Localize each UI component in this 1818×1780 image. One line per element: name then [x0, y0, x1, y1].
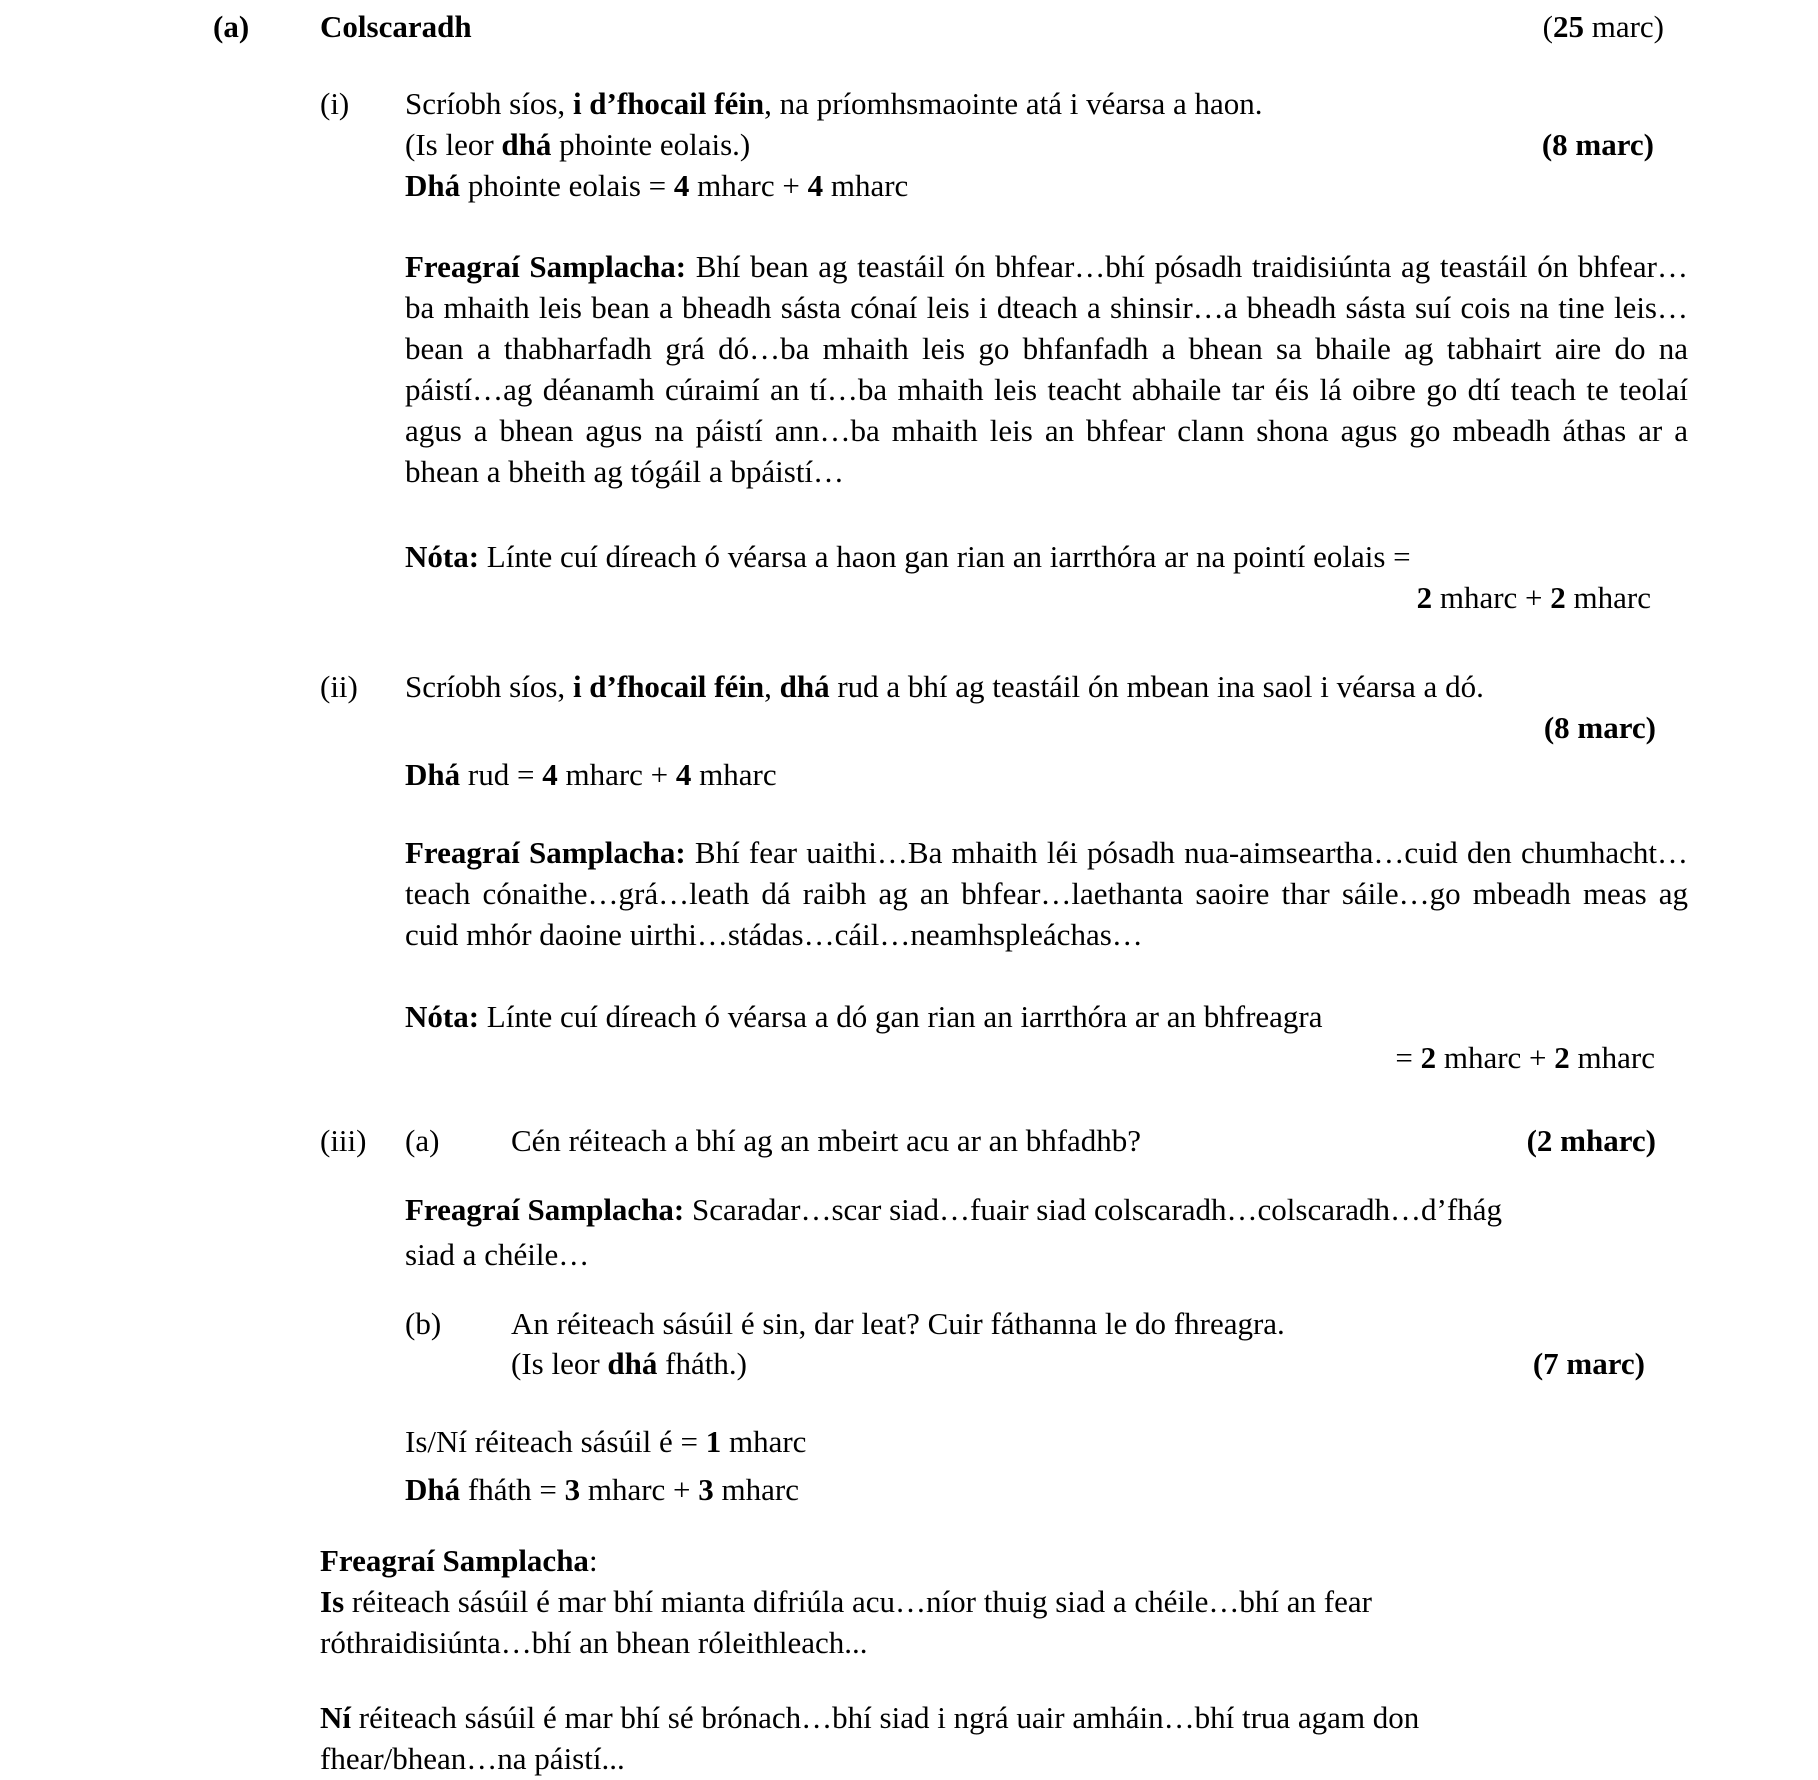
q3-label: (iii)	[320, 1123, 367, 1158]
q3-sample-heading	[320, 1540, 598, 1581]
q3b-marks: (7 marc)	[1532, 1346, 1645, 1381]
q1-note-marks	[1417, 577, 1651, 618]
q3a-sample-line2: siad a chéile…	[405, 1237, 590, 1272]
section-label: (a)	[213, 9, 250, 44]
q2-note-label: Nóta:	[405, 999, 480, 1034]
text-segment: mharc	[713, 1472, 799, 1507]
q1-note	[405, 536, 1411, 577]
section-marks	[1543, 6, 1664, 47]
q3a-sample-text: Scaradar…scar siad…fuair siad colscaradh…colscaradh…d’fhág	[684, 1192, 1502, 1227]
q1-question-line2	[405, 124, 750, 165]
q2-note-marks	[1395, 1037, 1655, 1078]
text-segment: fháth.)	[657, 1346, 747, 1381]
text-segment: 4	[675, 757, 692, 792]
text-segment: 1	[705, 1424, 722, 1459]
text-segment: mharc	[721, 1424, 807, 1459]
text-segment: dhá	[607, 1346, 658, 1381]
text-segment: 4	[807, 168, 824, 203]
q2-scoring	[405, 754, 777, 795]
q3-is-word: Is	[320, 1584, 345, 1619]
q2-label: (ii)	[320, 669, 358, 704]
q3-ni-answer-line2: fhear/bhean…na páistí...	[320, 1741, 625, 1776]
text-segment: (Is leor	[511, 1346, 608, 1381]
q3-ni-answer-line1	[320, 1697, 1419, 1738]
text-segment: mharc	[691, 757, 777, 792]
q1-question-line1	[405, 83, 1263, 124]
text-segment: mharc +	[689, 168, 808, 203]
q1-note-label: Nóta:	[405, 539, 480, 574]
q3a-marks: (2 mharc)	[1526, 1123, 1656, 1158]
text-segment: 2	[1420, 1040, 1437, 1075]
text-segment: mharc	[1569, 1040, 1655, 1075]
q3b-question-line2	[511, 1343, 747, 1384]
text-segment: Dhá	[405, 1472, 461, 1507]
q3a-label: (a)	[405, 1123, 440, 1158]
q3-is-text: réiteach sásúil é mar bhí mianta difriúla acu…níor thuig siad a chéile…bhí an fear	[344, 1584, 1372, 1619]
q3-is-answer-line1	[320, 1581, 1372, 1622]
text-segment: mharc +	[557, 757, 676, 792]
text-segment: 3	[564, 1472, 581, 1507]
text-segment: dhá	[501, 127, 552, 162]
text-segment: =	[1395, 1040, 1421, 1075]
text-segment: Dhá	[405, 757, 461, 792]
text-segment: rud a bhí ag teastáil ón mbean ina saol i véarsa a dó.	[829, 669, 1484, 704]
text-segment: i d’fhocail féin	[572, 669, 765, 704]
text-segment: Dhá	[405, 168, 461, 203]
q3b-label: (b)	[405, 1306, 442, 1341]
text-segment: Is/Ní réiteach sásúil é =	[405, 1424, 706, 1459]
q1-sample-answers	[405, 246, 1688, 492]
q2-sample-label: Freagraí Samplacha:	[405, 835, 686, 870]
q3a-sample-line1	[405, 1189, 1502, 1230]
text-segment: mharc	[823, 168, 909, 203]
q1-label: (i)	[320, 86, 350, 121]
q3-scoring-2	[405, 1469, 799, 1510]
text-segment: Scríobh síos,	[405, 86, 573, 121]
q3-scoring-1	[405, 1421, 806, 1462]
text-segment: dhá	[779, 669, 830, 704]
text-segment: mharc +	[580, 1472, 699, 1507]
q2-marks: (8 marc)	[1543, 710, 1656, 745]
q3-is-answer-line2: róthraidisiúnta…bhí an bhean róleithleach...	[320, 1625, 868, 1660]
q3-ni-text: réiteach sásúil é mar bhí sé brónach…bhí siad i ngrá uair amháin…bhí trua agam don	[351, 1700, 1420, 1735]
text-segment: mharc +	[1436, 1040, 1555, 1075]
text-segment: 2	[1550, 580, 1566, 615]
text-segment: ,	[764, 669, 780, 704]
q2-note	[405, 996, 1323, 1037]
q1-marks: (8 marc)	[1541, 127, 1654, 162]
q1-scoring	[405, 165, 908, 206]
text-segment: mharc +	[1432, 580, 1551, 615]
text-segment: i d’fhocail féin	[572, 86, 765, 121]
section-marks-open: (	[1542, 9, 1553, 44]
text-segment: 2	[1554, 1040, 1570, 1075]
q3a-question: Cén réiteach a bhí ag an mbeirt acu ar an bhfadhb?	[511, 1123, 1142, 1158]
q2-question-line1	[405, 666, 1484, 707]
text-segment: phointe eolais.)	[551, 127, 751, 162]
q1-sample-text: Bhí bean ag teastáil ón bhfear…bhí pósadh traidisiúnta ag teastáil ón bhfear…ba mhaith leis bean a bheadh sásta cónaí leis i dteach a shinsir…a bheadh sásta suí cois na tine leis…bean a thabharfadh grá dó…ba mhaith leis go bhfanfadh a bhean sa bhaile ag tabhairt aire do na páistí…ag déanamh cúraimí an tí…ba mhaith leis teacht abhaile tar éis lá oibre go dtí teach te teolaí agus a bhean agus na páistí ann…ba mhaith leis an bhfear clann shona agus go mbeadh áthas ar a bhean a bheith ag tógáil a bpáistí…	[405, 249, 1688, 489]
text-segment: rud =	[460, 757, 543, 792]
q3b-question: An réiteach sásúil é sin, dar leat? Cuir fáthanna le do fhreagra.	[511, 1306, 1285, 1341]
q1-note-text: Línte cuí díreach ó véarsa a haon gan rian an iarrthóra ar na pointí eolais =	[479, 539, 1411, 574]
q2-sample-text: Bhí fear uaithi…Ba mhaith léi pósadh nua-aimseartha…cuid den chumhacht…teach cónaithe…grá…leath dá raibh ag an bhfear…laethanta saoire thar sáile…go mbeadh meas ag cuid mhór daoine uirthi…stádas…cáil…neamhspleáchas…	[405, 835, 1688, 952]
text-segment: 2	[1416, 580, 1433, 615]
text-segment: mharc	[1565, 580, 1651, 615]
q2-sample-answers	[405, 832, 1688, 955]
text-segment: 4	[673, 168, 690, 203]
q1-sample-label: Freagraí Samplacha:	[405, 249, 687, 284]
section-marks-num: 25	[1552, 9, 1584, 44]
text-segment: , na príomhsmaointe atá i véarsa a haon.	[764, 86, 1263, 121]
q3-ni-word: Ní	[320, 1700, 351, 1735]
text-segment: 3	[698, 1472, 714, 1507]
text-segment: fháth =	[460, 1472, 565, 1507]
section-marks-close: marc)	[1583, 9, 1664, 44]
q2-note-text: Línte cuí díreach ó véarsa a dó gan rian an iarrthóra ar an bhfreagra	[479, 999, 1323, 1034]
q3-sample-heading-text: Freagraí Samplacha	[320, 1543, 589, 1578]
text-segment: (Is leor	[405, 127, 502, 162]
section-title: Colscaradh	[320, 9, 472, 44]
q3-sample-heading-colon: :	[588, 1543, 598, 1578]
text-segment: phointe eolais =	[460, 168, 674, 203]
q3a-sample-label: Freagraí Samplacha:	[405, 1192, 685, 1227]
text-segment: Scríobh síos,	[405, 669, 573, 704]
text-segment: 4	[542, 757, 558, 792]
